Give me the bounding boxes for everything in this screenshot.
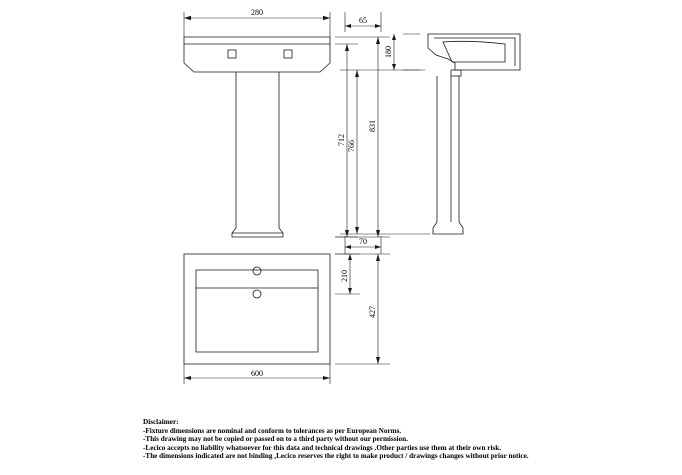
waste-hole-plan xyxy=(253,290,261,298)
side-elevation-view xyxy=(428,34,520,234)
tap-hole-plan xyxy=(253,267,261,275)
disclaimer-line-4: -The dimensions indicated are not binding ,Lecico reserves the right to make product / drawings changes without prior notice. xyxy=(143,452,529,461)
dim-label-712: 712 xyxy=(337,134,346,146)
front-elevation-view xyxy=(184,37,330,237)
pedestal-front-outline xyxy=(232,72,283,237)
disclaimer-line-2: -This drawing may not be copied or passed on to a third party without our permission. xyxy=(143,435,408,444)
basin-side-bowl-profile xyxy=(443,41,505,62)
basin-side-outline xyxy=(428,34,520,70)
basin-plan-outline xyxy=(184,254,330,364)
dim-label-427: 427 xyxy=(368,306,377,318)
dim-label-831: 831 xyxy=(368,120,377,132)
dimension-180 xyxy=(392,34,420,70)
disclaimer-title: Disclaimer: xyxy=(143,418,179,426)
plan-view xyxy=(184,254,330,364)
pedestal-side-outline xyxy=(433,76,463,234)
dim-label-180: 180 xyxy=(384,46,393,58)
disclaimer-line-1: -Fixture dimensions are nominal and conform to tolerances as per European Norms. xyxy=(143,426,402,435)
dim-label-210: 210 xyxy=(340,270,349,282)
dim-label-280: 280 xyxy=(251,8,263,17)
dim-label-600: 600 xyxy=(251,369,263,378)
disclaimer-block xyxy=(143,418,663,461)
dim-label-65: 65 xyxy=(359,16,367,25)
tap-hole-left xyxy=(228,50,236,58)
basin-plan-inner-rim xyxy=(196,270,318,352)
dim-label-766: 766 xyxy=(347,140,356,152)
tap-hole-right xyxy=(284,50,292,58)
disclaimer-line-3: -Lecico accepts no liability whatsoever for this data and technical drawings .Other parties use them at their own risk. xyxy=(143,443,502,452)
basin-front-outline xyxy=(184,37,330,72)
waste-detail xyxy=(451,70,461,76)
dim-label-70: 70 xyxy=(359,237,367,246)
